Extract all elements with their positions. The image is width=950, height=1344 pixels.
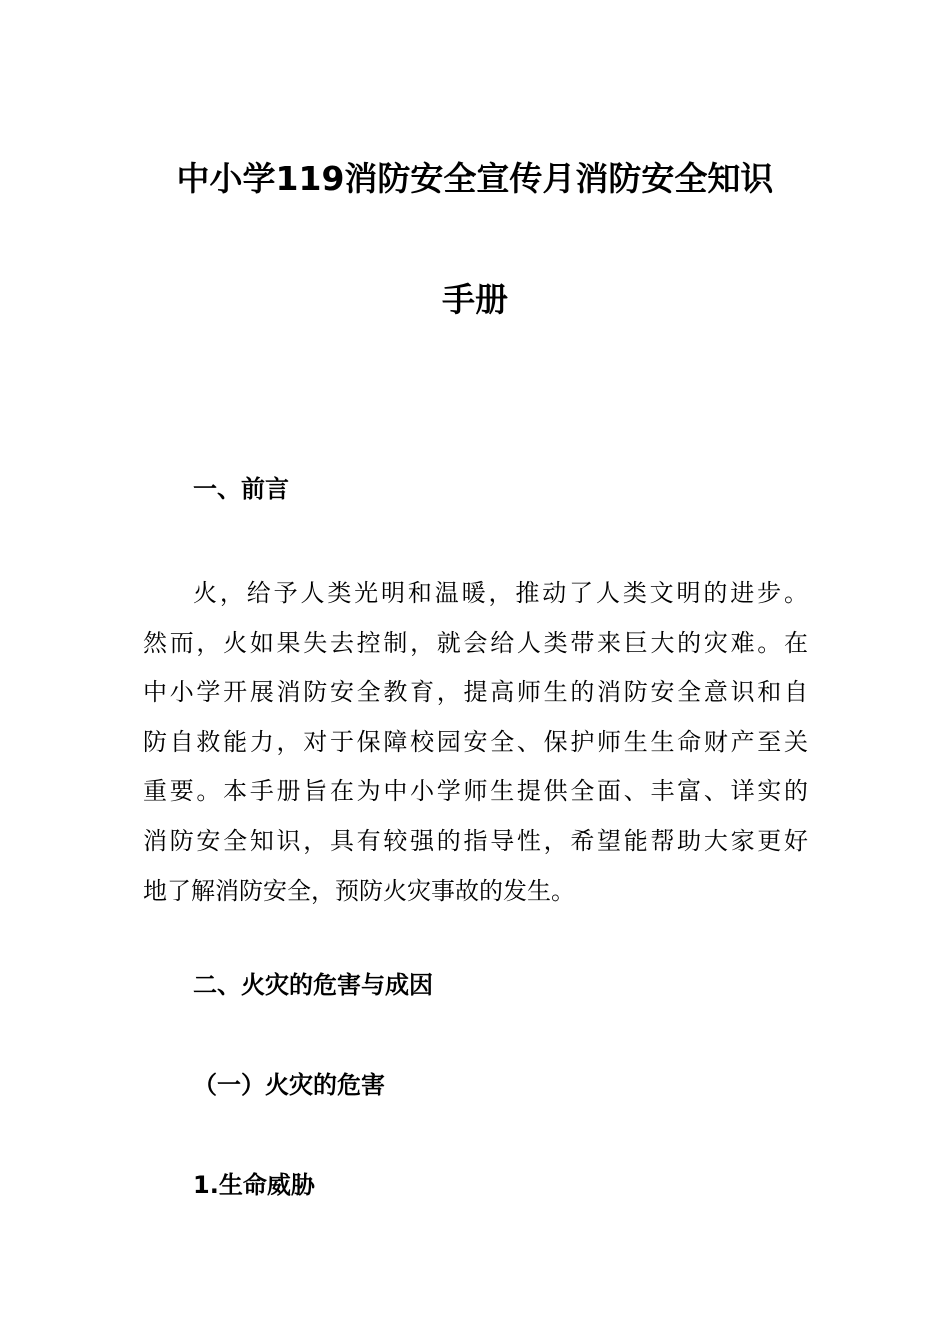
document-title-line-2: 手册: [442, 280, 508, 319]
preface-line: 火，给予人类光明和温暖，推动了人类文明的进步。: [193, 579, 808, 607]
preface-line: 重要。本手册旨在为中小学师生提供全面、丰富、详实的: [143, 777, 808, 806]
document-title-line-1: 中小学119消防安全宣传月消防安全知识: [176, 159, 774, 198]
section-heading-fire-hazards: 二、火灾的危害与成因: [193, 971, 433, 999]
item-heading-life-threat: 1.生命威胁: [193, 1171, 315, 1199]
preface-paragraph: [143, 569, 808, 916]
preface-line: 中小学开展消防安全教育，提高师生的消防安全意识和自: [143, 678, 808, 707]
preface-line: 防自救能力，对于保障校园安全、保护师生生命财产至关: [143, 727, 808, 756]
preface-line: 消防安全知识，具有较强的指导性，希望能帮助大家更好: [143, 826, 808, 855]
preface-line: 然而，火如果失去控制，就会给人类带来巨大的灾难。在: [143, 628, 808, 657]
preface-line: 地了解消防安全，预防火灾事故的发生。: [143, 876, 575, 905]
subsection-heading-fire-dangers: （一）火灾的危害: [193, 1071, 385, 1099]
section-heading-preface: 一、前言: [193, 475, 289, 503]
